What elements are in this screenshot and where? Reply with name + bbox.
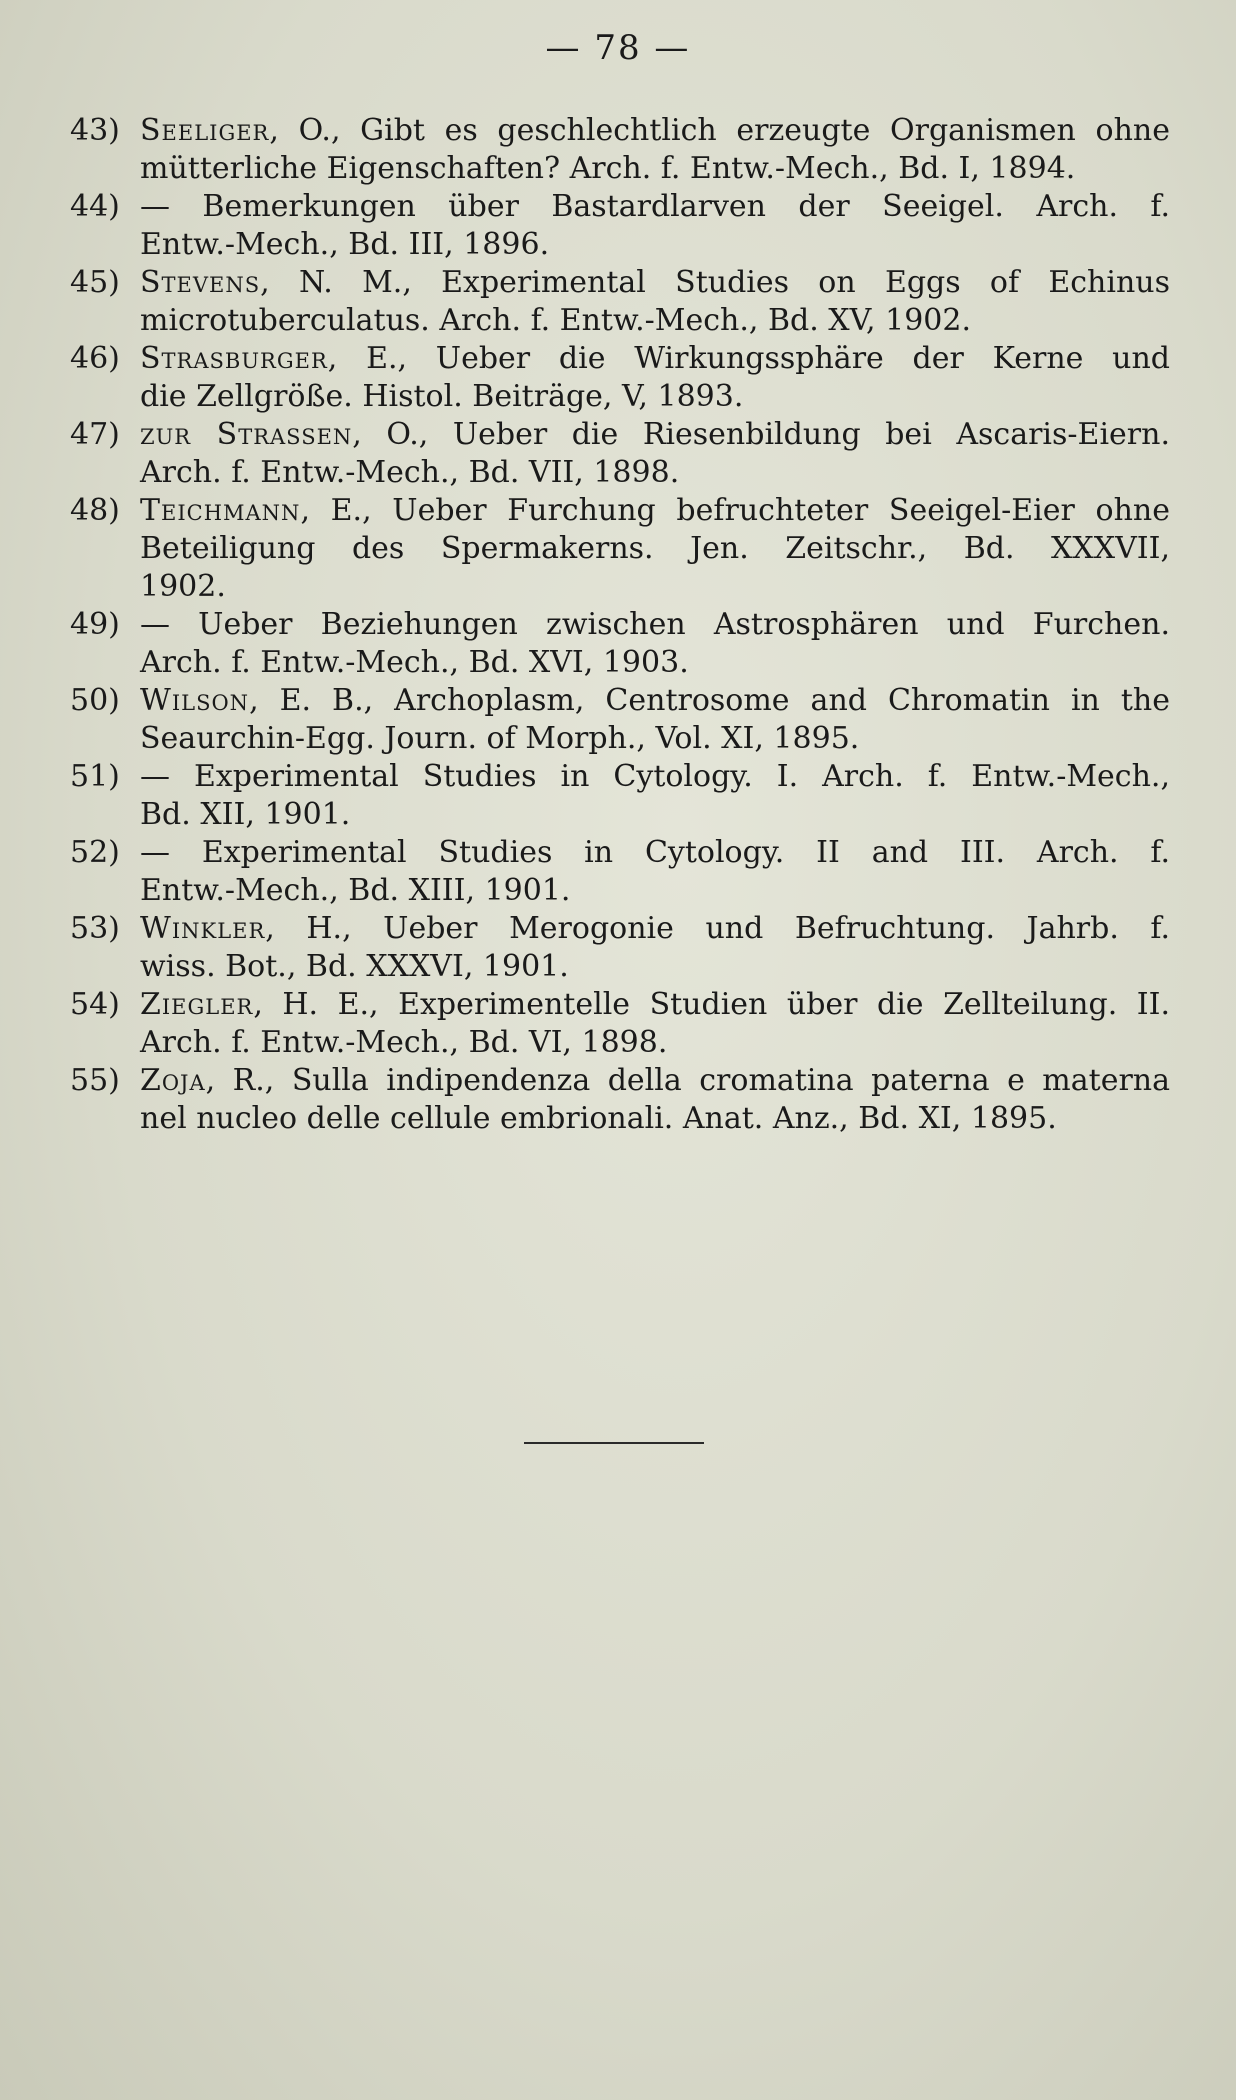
author-name: Zoja xyxy=(140,1063,206,1098)
reference-line xyxy=(140,492,1170,530)
reference-entry xyxy=(70,264,1170,340)
reference-text: Bd. XII, 1901. xyxy=(140,797,351,832)
author-name: Winkler xyxy=(140,911,266,946)
reference-entry xyxy=(70,1062,1170,1138)
reference-line xyxy=(140,834,1170,872)
reference-entry xyxy=(70,834,1170,910)
reference-number: 46) xyxy=(70,341,120,376)
reference-text: , N. M., Experimental Studies on Eggs of Echinus xyxy=(260,265,1170,300)
reference-line xyxy=(140,872,1170,910)
reference-number: 51) xyxy=(70,759,120,794)
reference-entry xyxy=(70,188,1170,264)
reference-entry xyxy=(70,112,1170,188)
reference-line xyxy=(140,188,1170,226)
reference-line xyxy=(140,1062,1170,1100)
reference-list xyxy=(70,112,1170,1138)
reference-line xyxy=(140,340,1170,378)
author-name: zur Strassen xyxy=(140,417,353,452)
reference-number: 48) xyxy=(70,493,120,528)
reference-text: — Experimental Studies in Cytology. II and III. Arch. f. xyxy=(140,835,1170,870)
reference-line xyxy=(140,758,1170,796)
reference-line xyxy=(140,454,1170,492)
reference-line xyxy=(140,796,1170,834)
reference-number: 44) xyxy=(70,189,120,224)
reference-line xyxy=(140,720,1170,758)
reference-text: 1902. xyxy=(140,569,226,604)
reference-text: , O., Gibt es geschlechtlich erzeugte Organismen ohne xyxy=(269,113,1170,148)
reference-text: , E. B., Archoplasm, Centrosome and Chromatin in the xyxy=(249,683,1170,718)
reference-text: , E., Ueber Furchung befruchteter Seeigel-Eier ohne xyxy=(300,493,1170,528)
reference-number: 54) xyxy=(70,987,120,1022)
reference-number: 49) xyxy=(70,607,120,642)
author-name: Seeliger xyxy=(140,113,270,148)
reference-text: Entw.-Mech., Bd. XIII, 1901. xyxy=(140,873,571,908)
reference-entry xyxy=(70,910,1170,986)
reference-number: 55) xyxy=(70,1063,120,1098)
reference-entry xyxy=(70,492,1170,606)
reference-text: Arch. f. Entw.-Mech., Bd. XVI, 1903. xyxy=(140,645,689,680)
reference-text: microtuberculatus. Arch. f. Entw.-Mech., Bd. XV, 1902. xyxy=(140,303,972,338)
reference-text: Arch. f. Entw.-Mech., Bd. VII, 1898. xyxy=(140,455,680,490)
reference-line xyxy=(140,986,1170,1024)
author-name: Ziegler xyxy=(140,987,254,1022)
reference-text: Beteiligung des Spermakerns. Jen. Zeitschr., Bd. XXXVII, xyxy=(140,531,1170,566)
reference-entry xyxy=(70,416,1170,492)
reference-text: Entw.-Mech., Bd. III, 1896. xyxy=(140,227,550,262)
reference-line xyxy=(140,948,1170,986)
reference-number: 45) xyxy=(70,265,120,300)
reference-text: , H. E., Experimentelle Studien über die Zellteilung. II. xyxy=(253,987,1170,1022)
author-name: Teichmann xyxy=(140,493,301,528)
reference-text: wiss. Bot., Bd. XXXVI, 1901. xyxy=(140,949,569,984)
reference-line xyxy=(140,226,1170,264)
reference-text: Arch. f. Entw.-Mech., Bd. VI, 1898. xyxy=(140,1025,668,1060)
reference-line xyxy=(140,378,1170,416)
reference-number: 47) xyxy=(70,417,120,452)
reference-line xyxy=(140,682,1170,720)
reference-entry xyxy=(70,986,1170,1062)
author-name: Wilson xyxy=(140,683,250,718)
reference-entry xyxy=(70,340,1170,416)
reference-line xyxy=(140,302,1170,340)
reference-line xyxy=(140,568,1170,606)
reference-text: , E., Ueber die Wirkungssphäre der Kerne und xyxy=(327,341,1170,376)
reference-line xyxy=(140,264,1170,302)
reference-line xyxy=(140,530,1170,568)
reference-line xyxy=(140,606,1170,644)
reference-line xyxy=(140,416,1170,454)
reference-text: , H., Ueber Merogonie und Befruchtung. Jahrb. f. xyxy=(265,911,1170,946)
reference-line xyxy=(140,112,1170,150)
author-name: Stevens xyxy=(140,265,261,300)
reference-text: , R., Sulla indipendenza della cromatina paterna e materna xyxy=(205,1063,1170,1098)
reference-number: 52) xyxy=(70,835,120,870)
reference-text: mütterliche Eigenschaften? Arch. f. Entw.-Mech., Bd. I, 1894. xyxy=(140,151,1076,186)
reference-line xyxy=(140,150,1170,188)
reference-entry xyxy=(70,682,1170,758)
reference-line xyxy=(140,910,1170,948)
reference-line xyxy=(140,644,1170,682)
reference-number: 53) xyxy=(70,911,120,946)
reference-text: — Experimental Studies in Cytology. I. Arch. f. Entw.-Mech., xyxy=(140,759,1170,794)
section-divider xyxy=(524,1442,704,1444)
reference-text: Seaurchin-Egg. Journ. of Morph., Vol. XI, 1895. xyxy=(140,721,860,756)
reference-entry xyxy=(70,606,1170,682)
reference-line xyxy=(140,1100,1170,1138)
author-name: Strasburger xyxy=(140,341,328,376)
reference-line xyxy=(140,1024,1170,1062)
reference-text: , O., Ueber die Riesenbildung bei Ascaris-Eiern. xyxy=(352,417,1170,452)
reference-number: 50) xyxy=(70,683,120,718)
reference-text: — Bemerkungen über Bastardlarven der Seeigel. Arch. f. xyxy=(140,189,1170,224)
reference-text: — Ueber Beziehungen zwischen Astrosphären und Furchen. xyxy=(140,607,1170,642)
page-number: — 78 — xyxy=(545,28,691,68)
reference-entry xyxy=(70,758,1170,834)
reference-text: die Zellgröße. Histol. Beiträge, V, 1893. xyxy=(140,379,744,414)
reference-number: 43) xyxy=(70,113,120,148)
reference-text: nel nucleo delle cellule embrionali. Anat. Anz., Bd. XI, 1895. xyxy=(140,1101,1057,1136)
